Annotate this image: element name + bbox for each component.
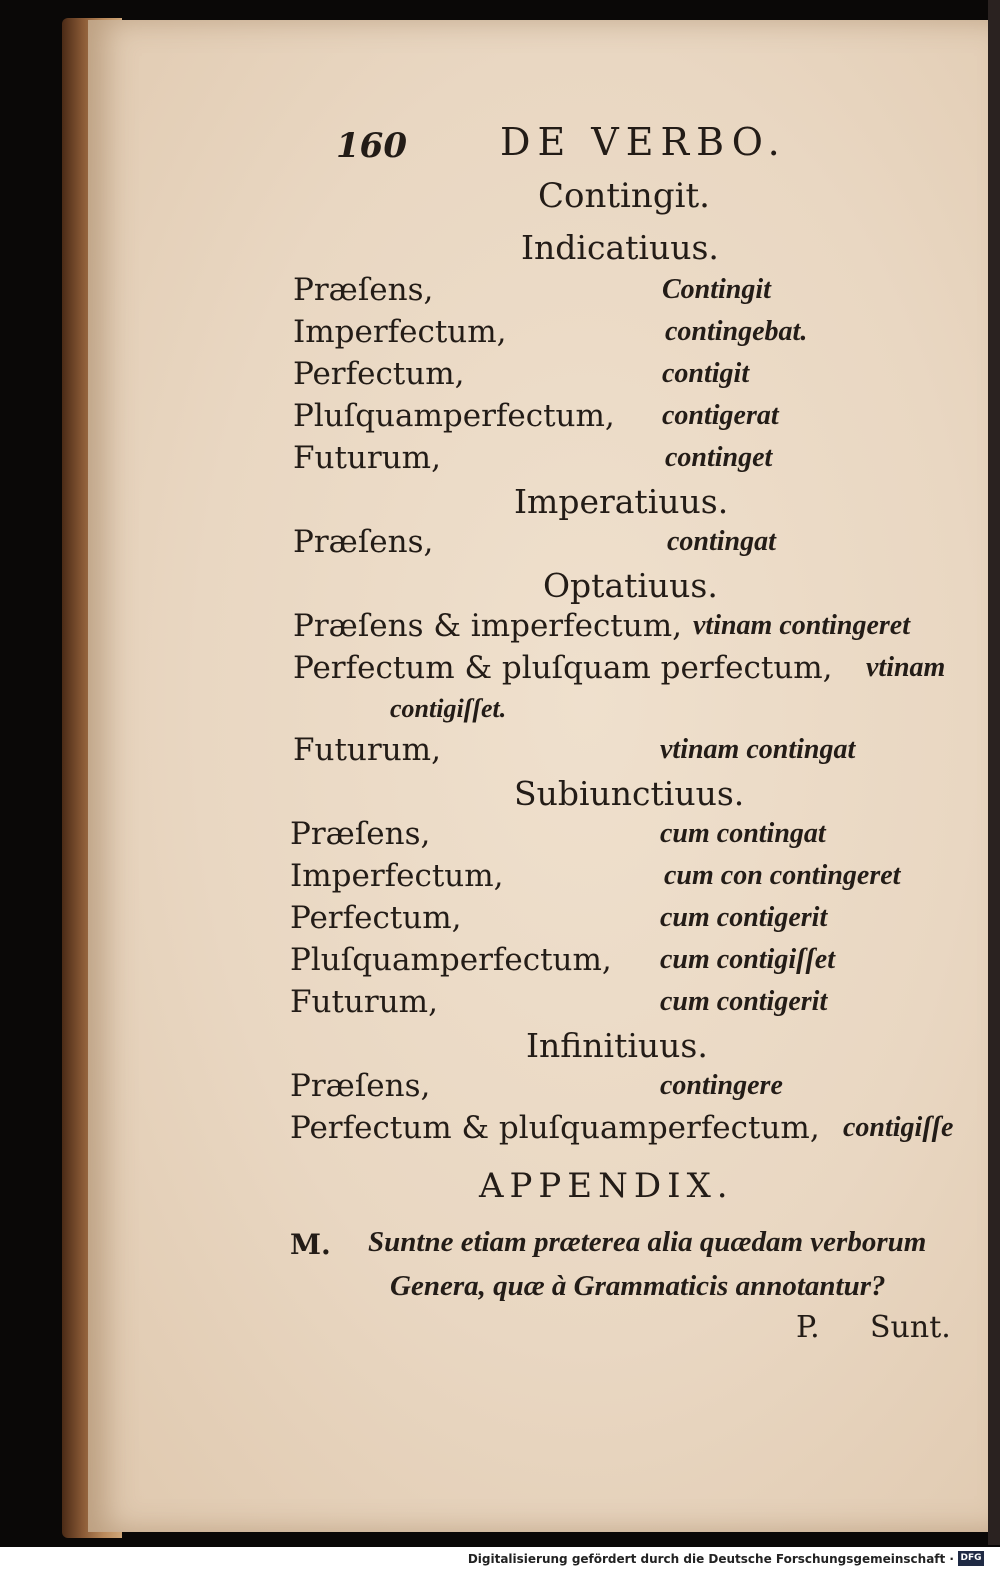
row-label: Perfectum,: [290, 900, 462, 936]
row-label: Futurum,: [293, 732, 441, 768]
row-form: contigit: [662, 358, 750, 389]
row-form: cum contigerit: [660, 902, 828, 933]
answer-text: Sunt.: [870, 1310, 951, 1345]
row-form: vtinam contingat: [660, 734, 856, 765]
dfg-logo: DFG: [958, 1551, 984, 1566]
row-form: vtinam contingeret: [693, 610, 910, 641]
section-heading-indicativus: Indicatiuus.: [521, 228, 719, 267]
row-label: Pluſquamperfectum,: [290, 942, 612, 978]
appendix-heading: APPENDIX.: [479, 1166, 734, 1206]
row-form: cum contigerit: [660, 986, 828, 1017]
row-label: Futurum,: [293, 440, 441, 476]
row-form: contingebat.: [665, 316, 808, 347]
row-label: Imperfectum,: [290, 858, 504, 894]
row-form-continuation: contigiſſet.: [390, 694, 507, 723]
page-number: 160: [336, 126, 407, 166]
row-label: Futurum,: [290, 984, 438, 1020]
row-form: vtinam: [866, 652, 946, 683]
question-speaker: M.: [290, 1228, 331, 1261]
question-line-2: Genera, quæ à Grammaticis annotantur?: [390, 1270, 886, 1302]
section-heading-subiunctivus: Subiunctiuus.: [514, 774, 745, 813]
row-label: Præſens,: [290, 1068, 431, 1104]
row-label: Præſens & imperfectum,: [293, 608, 682, 644]
verb-heading: Contingit.: [538, 176, 710, 216]
row-label: Perfectum,: [293, 356, 465, 392]
row-label: Præſens,: [290, 816, 431, 852]
row-label: Imperfectum,: [293, 314, 507, 350]
page-gutter: [988, 0, 1000, 1545]
row-label: Præſens,: [293, 272, 434, 308]
section-heading-optativus: Optatiuus.: [543, 566, 718, 605]
row-form: contigerat: [662, 400, 779, 431]
row-form: cum contigiſſet: [660, 944, 835, 975]
row-form: contingat: [667, 526, 776, 557]
row-label: Perfectum & pluſquam perfectum,: [293, 650, 833, 686]
section-heading-infinitivus: Infinitiuus.: [526, 1026, 708, 1065]
row-label: Perfectum & pluſquamperfectum,: [290, 1110, 820, 1146]
answer-speaker: P.: [796, 1310, 820, 1345]
question-line-1: Suntne etiam præterea alia quædam verborum: [368, 1226, 927, 1258]
section-heading-imperativus: Imperatiuus.: [514, 482, 729, 521]
row-form: cum contingat: [660, 818, 826, 849]
row-label: Pluſquamperfectum,: [293, 398, 615, 434]
running-title: DE VERBO.: [500, 120, 787, 164]
footer-credit: Digitalisierung gefördert durch die Deutsche Forschungsgemeinschaft ·: [467, 1552, 954, 1566]
row-form: continget: [665, 442, 773, 473]
row-label: Præſens,: [293, 524, 434, 560]
row-form: Contingit: [662, 274, 771, 305]
row-form: contigiſſe: [843, 1112, 954, 1143]
row-form: contingere: [660, 1070, 783, 1101]
row-form: cum con contingeret: [664, 860, 901, 891]
